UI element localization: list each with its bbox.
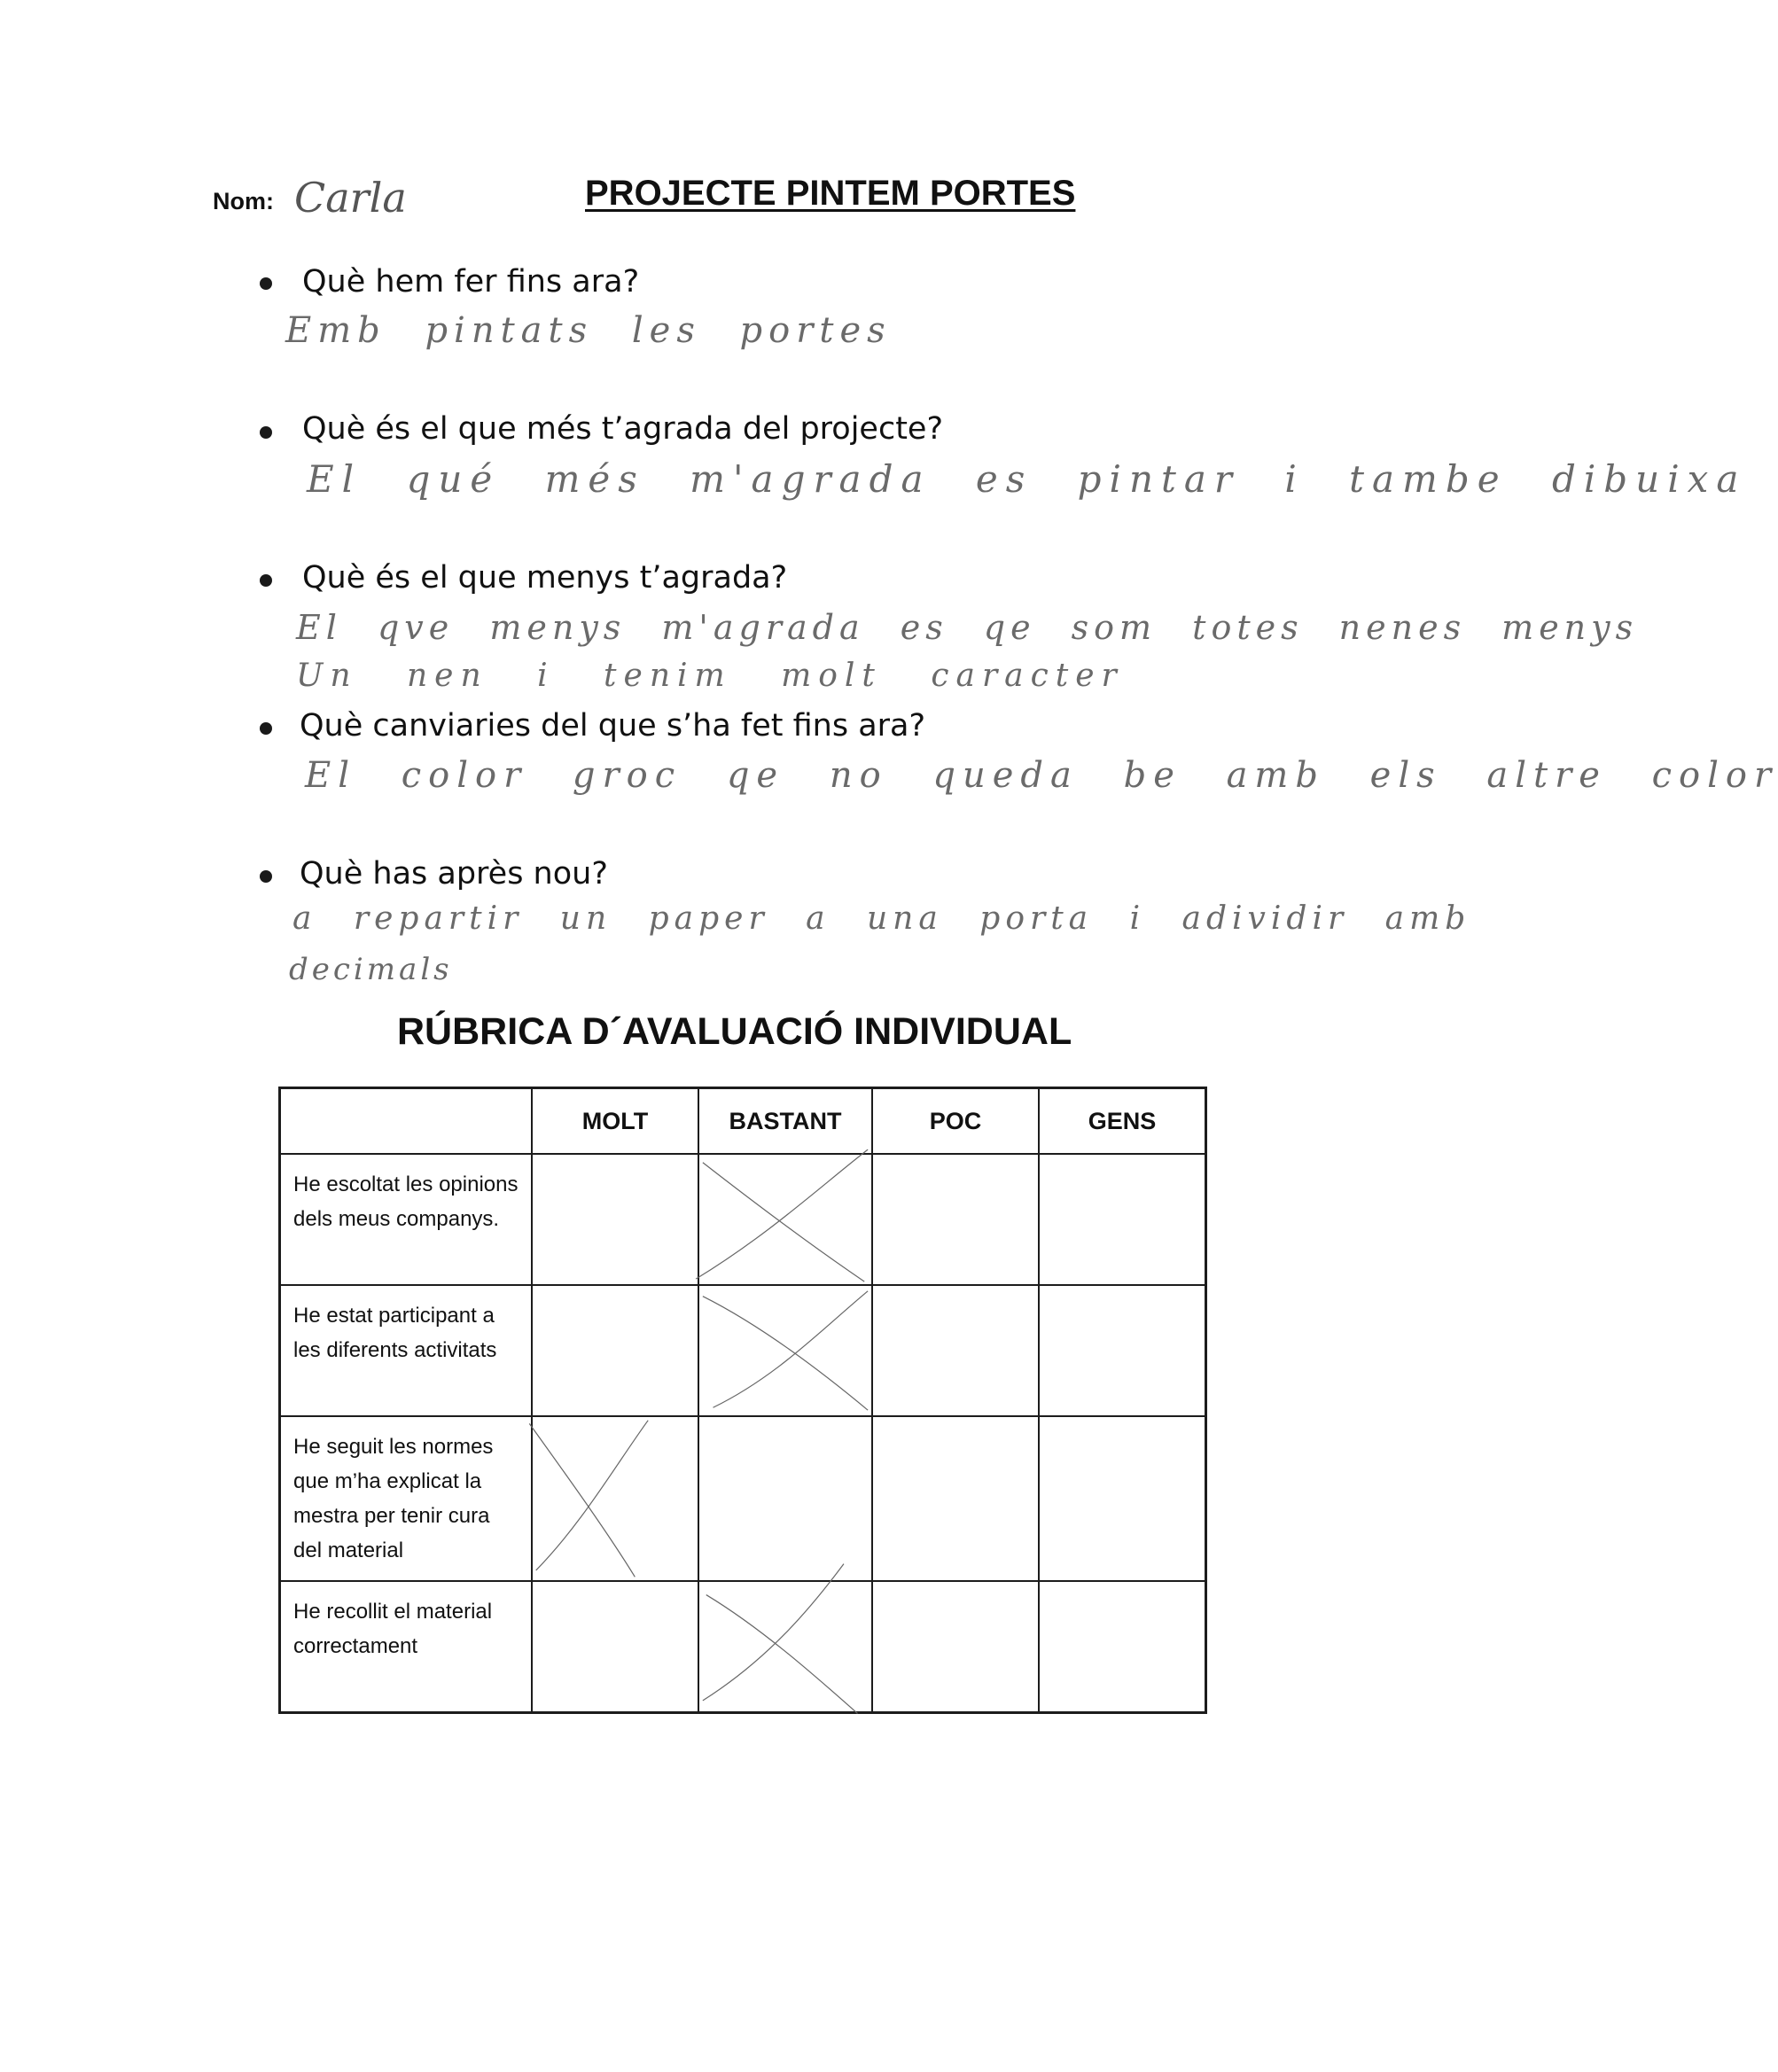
rubric-table bbox=[278, 1087, 1207, 1714]
rubric-cell-gens bbox=[1039, 1154, 1206, 1285]
rubric-row bbox=[280, 1416, 1206, 1581]
rubric-title: RÚBRICA D´AVALUACIÓ INDIVIDUAL bbox=[397, 1010, 1072, 1053]
rubric-cell-bastant bbox=[698, 1285, 872, 1416]
question-4: Què canviaries del que s’ha fet fins ara? bbox=[300, 708, 926, 744]
question-2: Què és el que més t’agrada del projecte? bbox=[302, 411, 944, 447]
answer-4-line-1: El color groc qe no queda be amb els altre color bbox=[305, 755, 1778, 796]
rubric-criterion: He estat participant a les diferents activitats bbox=[280, 1285, 533, 1416]
name-label: Nom: bbox=[213, 188, 274, 214]
rubric-cell-molt bbox=[532, 1416, 698, 1581]
cross-mark-icon bbox=[699, 1155, 871, 1284]
bullet-icon bbox=[260, 277, 272, 290]
answer-3-line-2: Un nen i tenim molt caracter bbox=[296, 658, 1124, 694]
rubric-cell-bastant bbox=[698, 1581, 872, 1712]
rubric-header-empty bbox=[280, 1088, 533, 1155]
cross-mark-icon bbox=[533, 1417, 698, 1580]
bullet-icon bbox=[260, 870, 272, 883]
rubric-cell-poc bbox=[872, 1154, 1039, 1285]
rubric-row bbox=[280, 1285, 1206, 1416]
page-title: PROJECTE PINTEM PORTES bbox=[585, 174, 1076, 213]
bullet-icon bbox=[260, 574, 272, 587]
answer-5-line-1: a repartir un paper a una porta i adividir amb bbox=[292, 900, 1471, 937]
rubric-cell-poc bbox=[872, 1581, 1039, 1712]
question-5: Què has après nou? bbox=[300, 856, 608, 892]
question-3: Què és el que menys t’agrada? bbox=[302, 560, 788, 596]
rubric-header-bastant: BASTANT bbox=[698, 1088, 872, 1155]
answer-3-line-1: El qve menys m'agrada es qe som totes nenes menys bbox=[296, 608, 1639, 647]
question-1: Què hem fer fins ara? bbox=[302, 264, 640, 300]
bullet-icon bbox=[260, 426, 272, 439]
answer-5-line-2: decimals bbox=[289, 952, 453, 987]
rubric-cell-molt bbox=[532, 1154, 698, 1285]
rubric-header-poc: POC bbox=[872, 1088, 1039, 1155]
answer-1-line-1: Emb pintats les portes bbox=[285, 310, 892, 351]
rubric-cell-gens bbox=[1039, 1416, 1206, 1581]
answer-2-line-1: El qué més m'agrada es pintar i tambe dibuixa bbox=[307, 457, 1747, 501]
rubric-cell-gens bbox=[1039, 1285, 1206, 1416]
bullet-icon bbox=[260, 722, 272, 735]
rubric-criterion: He seguit les normes que m’ha explicat la mestra per tenir cura del material bbox=[280, 1416, 533, 1581]
rubric-header-row bbox=[280, 1088, 1206, 1155]
rubric-cell-bastant bbox=[698, 1416, 872, 1581]
cross-mark-icon bbox=[699, 1582, 871, 1711]
rubric-cell-molt bbox=[532, 1285, 698, 1416]
rubric-header-gens: GENS bbox=[1039, 1088, 1206, 1155]
rubric-row bbox=[280, 1581, 1206, 1712]
rubric-cell-poc bbox=[872, 1285, 1039, 1416]
rubric-cell-molt bbox=[532, 1581, 698, 1712]
rubric-row bbox=[280, 1154, 1206, 1285]
rubric-criterion: He recollit el material correctament bbox=[280, 1581, 533, 1712]
cross-mark-icon bbox=[699, 1286, 871, 1415]
rubric-header-molt: MOLT bbox=[532, 1088, 698, 1155]
rubric-cell-bastant bbox=[698, 1154, 872, 1285]
name-handwritten: Carla bbox=[294, 174, 407, 222]
rubric-cell-gens bbox=[1039, 1581, 1206, 1712]
rubric-criterion: He escoltat les opinions dels meus companys. bbox=[280, 1154, 533, 1285]
rubric-cell-poc bbox=[872, 1416, 1039, 1581]
